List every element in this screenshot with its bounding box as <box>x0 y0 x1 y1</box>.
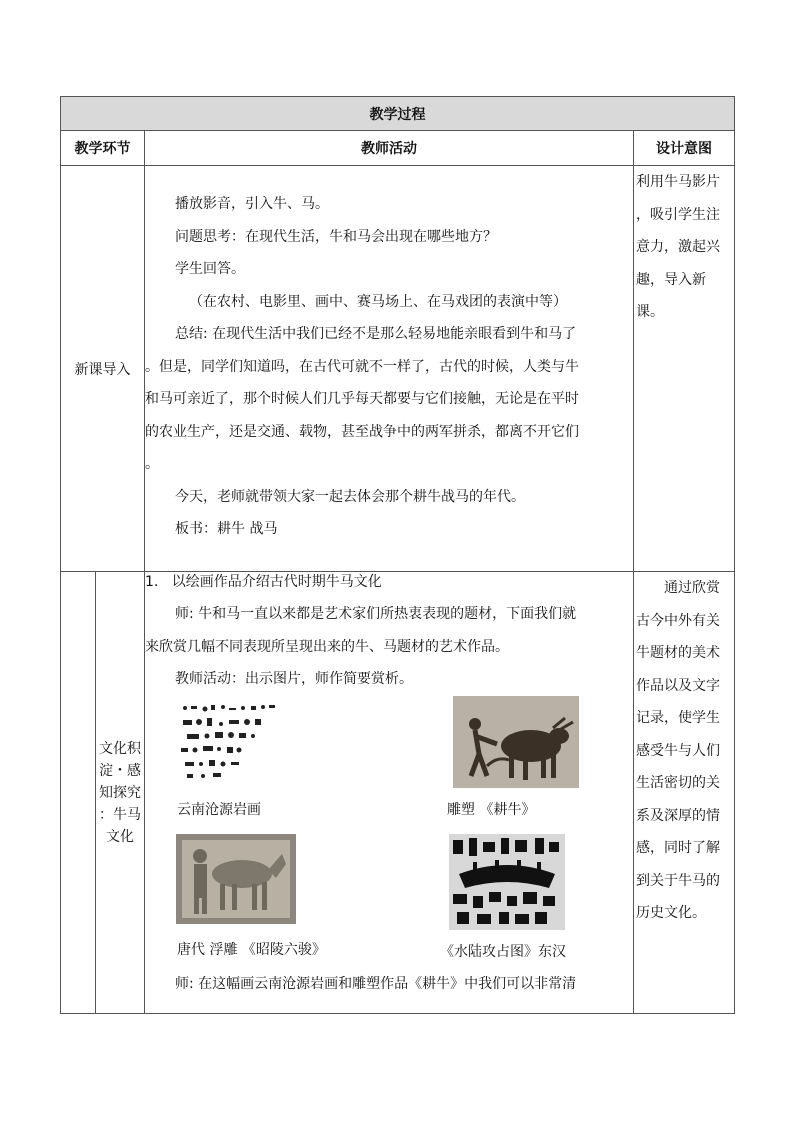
intro-line: 。 <box>145 456 159 472</box>
board-writing: 板书：耕牛 战马 <box>175 521 278 537</box>
intent-line: 牛题材的美术 <box>636 645 720 661</box>
intent-line: 历史文化。 <box>636 905 706 921</box>
intent-line: 通过欣赏 <box>664 580 720 596</box>
caption-relief: 唐代 浮雕 《昭陵六骏》 <box>177 941 326 958</box>
table-title: 教学过程 <box>61 97 735 131</box>
para-line: 教师活动：出示图片，师作简要赏析。 <box>175 671 413 687</box>
battle-mural-image <box>449 834 565 930</box>
intent-line: 到关于牛马的 <box>636 872 720 889</box>
intent-line: 趣，导入新课。 <box>636 271 706 320</box>
intent-line: 感受牛与人们 <box>636 742 720 759</box>
intro-line: 学生回答。 <box>175 261 245 277</box>
header-activity: 教师活动 <box>145 131 634 166</box>
para-line: 来欣赏几幅不同表现所呈现出来的牛、马题材的艺术作品。 <box>145 638 509 655</box>
intent-line: 古今中外有关 <box>636 612 720 629</box>
intent-intro <box>634 166 735 572</box>
caption-rock-painting: 云南沧源岩画 <box>177 801 261 818</box>
intent-line: 感，同时了解 <box>636 840 720 856</box>
closing-line: 师: 在这幅画云南沧源岩画和雕塑作品《耕牛》中我们可以非常清 <box>175 975 577 992</box>
header-intent: 设计意图 <box>634 131 735 166</box>
intent-line: 意力，激起兴 <box>636 239 720 255</box>
horse-relief-image <box>176 834 296 924</box>
intent-line: 作品以及文字 <box>636 677 720 694</box>
activity-culture <box>145 572 634 1014</box>
caption-battle: 《水陆攻占图》东汉 <box>440 943 566 960</box>
intent-line: 记录，使学生 <box>636 710 720 726</box>
intro-line: 总结: 在现代生活中我们已经不是那么轻易地能亲眼看到牛和马了 <box>175 326 577 342</box>
heading-text: 以绘画作品介绍古代时期牛马文化 <box>171 574 382 590</box>
caption-sculpture: 雕塑 《耕牛》 <box>447 801 536 818</box>
intro-line: 问题思考：在现代生活，牛和马会出现在哪些地方？ <box>175 228 497 245</box>
intent-line: 生活密切的关 <box>636 775 720 791</box>
intro-line: （在农村、电影里、画中、赛马场上、在马戏团的表演中等） <box>189 293 567 310</box>
activity-intro <box>145 166 634 572</box>
intent-line: ，吸引学生注 <box>636 206 720 223</box>
intro-line: 今天，老师就带领大家一起去体会那个耕牛战马的年代。 <box>175 488 525 505</box>
stage-line: 知探究 <box>99 784 141 801</box>
ox-sculpture-image <box>453 696 579 788</box>
teaching-process-table <box>60 96 735 1014</box>
intro-line: 。但是，同学们知道吗，在古代可就不一样了，古代的时候，人类与牛 <box>145 358 579 375</box>
para-line: 师: 牛和马一直以来都是艺术家们所热衷表现的题材，下面我们就 <box>175 606 577 622</box>
intent-culture <box>634 572 735 1014</box>
intent-line: 利用牛马影片 <box>636 174 720 190</box>
stage-line: ：牛马 <box>99 806 141 823</box>
intro-line: 和马可亲近了，那个时候人们几乎每天都要与它们接触，无论是在平时 <box>145 391 579 407</box>
artwork-gallery <box>145 696 633 968</box>
rock-painting-image <box>177 702 281 782</box>
intro-line: 的农业生产，还是交通、载物，甚至战争中的两军拼杀，都离不开它们 <box>145 423 579 440</box>
section-heading <box>145 572 633 592</box>
header-stage: 教学环节 <box>61 131 145 166</box>
intro-line: 播放影音，引入牛、马。 <box>175 196 329 212</box>
stage-line: 文化积 <box>99 740 141 757</box>
stage-culture <box>96 572 145 1014</box>
heading-number: 1. <box>145 574 159 590</box>
stage-new-lesson: 新课导入 <box>61 166 145 572</box>
stage-line: 文化 <box>106 828 134 845</box>
stage-blank-cell <box>61 572 96 1014</box>
intent-line: 系及深厚的情 <box>636 807 720 824</box>
stage-line: 淀・感 <box>99 762 141 779</box>
